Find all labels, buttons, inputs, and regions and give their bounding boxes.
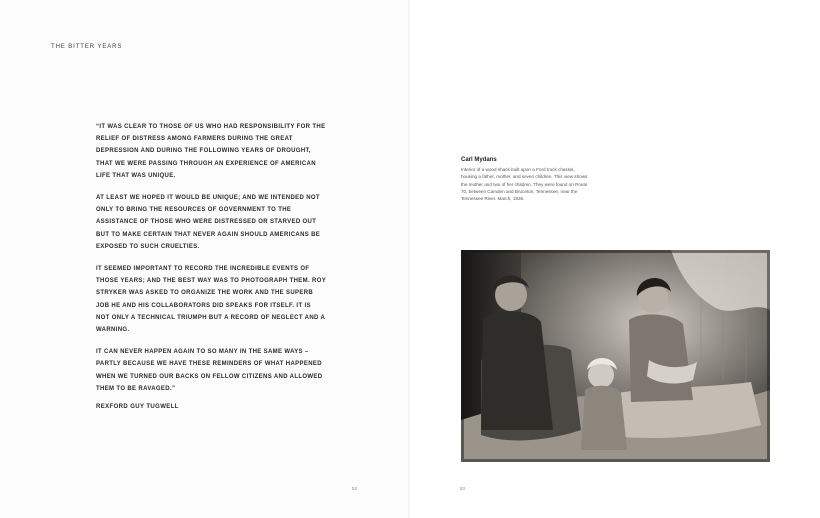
photograph: [461, 250, 770, 462]
photograph-illustration: [461, 250, 770, 462]
photographer-name: Carl Mydans: [461, 157, 497, 163]
quote-paragraph: “IT WAS CLEAR TO THOSE OF US WHO HAD RESPONSIBILITY FOR THE RELIEF OF DISTRESS AMONG FARMERS DURING THE GREAT DEPRESSION AND DURING THE FOLLOWING YEARS OF DROUGHT, THAT WE WERE PASSING THROUGH AN EXPERIENCE OF AMERICAN LIFE THAT WAS UNIQUE.: [96, 124, 326, 179]
quote-author: REXFORD GUY TUGWELL: [96, 404, 179, 410]
caption-text: Interior of a wood shack built upon a Ford truck chassis, housing a father, mother, and seven children. This view shows the mother and two of her children. They were found on Route 70, between Camden and Bruceton, Tennessee, near the Tennessee River. March, 1936.: [461, 167, 588, 202]
photo-caption: [461, 157, 589, 202]
running-head: THE BITTER YEARS: [51, 44, 123, 50]
page-number-right: 53: [460, 486, 466, 491]
quote-paragraph: AT LEAST WE HOPED IT WOULD BE UNIQUE; AND WE INTENDED NOT ONLY TO BRING THE RESOURCES OF GOVERNMENT TO THE ASSISTANCE OF THOSE WHO WERE DISTRESSED OR STARVED OUT BUT TO MAKE CERTAIN THAT NEVER AGAIN SHOULD AMERICANS BE EXPOSED TO SUCH CRUELTIES.: [96, 195, 321, 250]
quote-paragraph: IT CAN NEVER HAPPEN AGAIN TO SO MANY IN THE SAME WAYS – PARTLY BECAUSE WE HAVE THESE REMINDERS OF WHAT HAPPENED WHEN WE TURNED OUR BACKS ON FELLOW CITIZENS AND ALLOWED THEM TO BE RAVAGED.”: [96, 349, 323, 392]
page-number-left: 52: [352, 486, 358, 491]
quote-block: [96, 121, 326, 405]
quote-paragraph: IT SEEMED IMPORTANT TO RECORD THE INCREDIBLE EVENTS OF THOSE YEARS; AND THE BEST WAY WAS TO PHOTOGRAPH THEM. ROY STRYKER WAS ASKED TO ORGANIZE THE WORK AND THE SUPERB JOB HE AND HIS COLLABORATORS DID SPEAKS FOR ITSELF. IT IS NOT ONLY A TECHNICAL TRIUMPH BUT A RECORD OF NEGLECT AND A WARNING.: [96, 266, 326, 334]
